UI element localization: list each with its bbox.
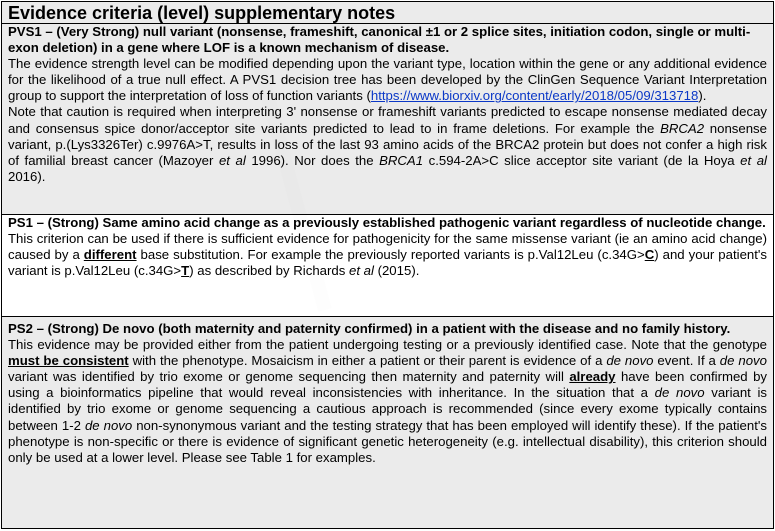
pvs1-p2-text-b: nonsense variant, p.(Lys3326Ter) c.9976A>T, results in loss of the last 93 amino acids of the BRCA2 protein but does not confer a high risk of familial breast cancer (Mazoyer <box>8 120 767 168</box>
pvs1-p2-text-e: 2016). <box>8 168 46 184</box>
de-novo-3: de novo <box>654 385 705 401</box>
et-al-2: et al <box>740 152 767 168</box>
et-al-1: et al <box>218 152 246 168</box>
emphasis-must-be-consistent: must be consistent <box>8 353 129 369</box>
pvs1-section <box>2 23 773 214</box>
ps1-title: PS1 – (Strong) Same amino acid change as a previously established pathogenic variant regardless of nucleotide change. <box>8 215 766 230</box>
ps1-text-a: This criterion can be used if there is sufficient evidence for pathogenicity for the same missense variant (ie an amino acid change) caused by a <box>8 231 767 263</box>
pvs1-title: PVS1 – (Very Strong) null variant (nonsense, frameshift, canonical ±1 or 2 splice sites, initiation codon, single or multi-exon deletion) in a gene where LOF is a known mechanism of disease. <box>8 24 751 56</box>
base-t: T <box>181 263 190 279</box>
ps1-section <box>2 214 773 316</box>
pvs1-p2-text-a: Note that caution is required when interpreting 3' nonsense or frameshift variants predicted to escape nonsense mediated decay and consensus spice donor/acceptor site variants predicted to lead to in frame deletions. For example the <box>8 104 767 136</box>
pvs1-p1-text-b: ). <box>698 88 707 104</box>
ps2-title: PS2 – (Strong) De novo (both maternity and paternity confirmed) in a patient with the disease and no family history. <box>8 321 731 336</box>
ps1-paragraph <box>8 231 767 279</box>
ps2-text-2: with the phenotype. Mosaicism in either a patient or their parent is evidence of a <box>128 353 607 369</box>
ps2-text-1: This evidence may be provided either from the patient undergoing testing or a previously identified case. Note that the genotype <box>8 337 767 353</box>
ps1-text-c: ) and your patient's variant is p.Val12Leu (c.34G> <box>8 247 768 279</box>
ps2-text-6: variant is identified by trio exome or genome sequencing a cautious approach is recommended (since every exome typically contains between 1-2 <box>8 385 768 433</box>
supplementary-notes-table <box>1 1 774 529</box>
pvs1-paragraph-2 <box>8 104 767 184</box>
ps1-text-d: ) as described by Richards <box>189 263 349 279</box>
de-novo-1: de novo <box>606 353 654 369</box>
gene-brca2: BRCA2 <box>660 120 705 136</box>
ps2-text-4: variant was identified by trio exome or genome sequencing then maternity and paternity will <box>8 369 570 385</box>
emphasis-already: already <box>569 369 616 385</box>
pvs1-paragraph-1 <box>8 56 767 104</box>
pvs1-p1-text-a: The evidence strength level can be modified depending upon the variant type, location within the gene or any additional evidence for the likelihood of a true null effect. A PVS1 decision tree has been developed by the ClinGen Sequence Variant Interpretation group to support the interpretation of loss of function variants ( <box>8 56 767 104</box>
de-novo-2: de novo <box>719 353 767 369</box>
table-title: Evidence criteria (level) supplementary notes <box>8 3 396 23</box>
pvs1-p2-text-d: c.594-2A>C slice acceptor site variant (de la Hoya <box>423 152 741 168</box>
ps2-paragraph <box>8 337 767 466</box>
ps2-section <box>2 316 773 529</box>
de-novo-4: de novo <box>84 417 133 433</box>
pvs1-p2-text-c: 1996). Nor does the <box>245 152 380 168</box>
et-al-3: et al <box>348 263 374 279</box>
emphasis-different: different <box>83 247 137 263</box>
ps2-text-3: event. If a <box>653 353 720 369</box>
ps2-text-7: non-synonymous variant and the testing strategy that has been employed will identify these). If the patient's phenotype is non-specific or there is evidence of significant genetic heterogeneity (e.g. intellectual disability), this criterion should only be used at a lower level. Please see Table 1 for examples. <box>8 417 767 465</box>
ps1-text-e: (2015). <box>373 263 420 279</box>
ps1-text-b: base substitution. For example the previously reported variants is p.Val12Leu (c.34G> <box>136 247 645 263</box>
base-c: C <box>644 247 655 263</box>
gene-brca1: BRCA1 <box>379 152 424 168</box>
ps2-text-5: have been confirmed by using a bioinformatics pipeline that would reveal inconsistencies with inheritance. In the situation that a <box>8 369 767 401</box>
table-header <box>2 1 773 23</box>
biorxiv-link[interactable]: https://www.biorxiv.org/content/early/2018/05/09/313718 <box>370 88 699 104</box>
